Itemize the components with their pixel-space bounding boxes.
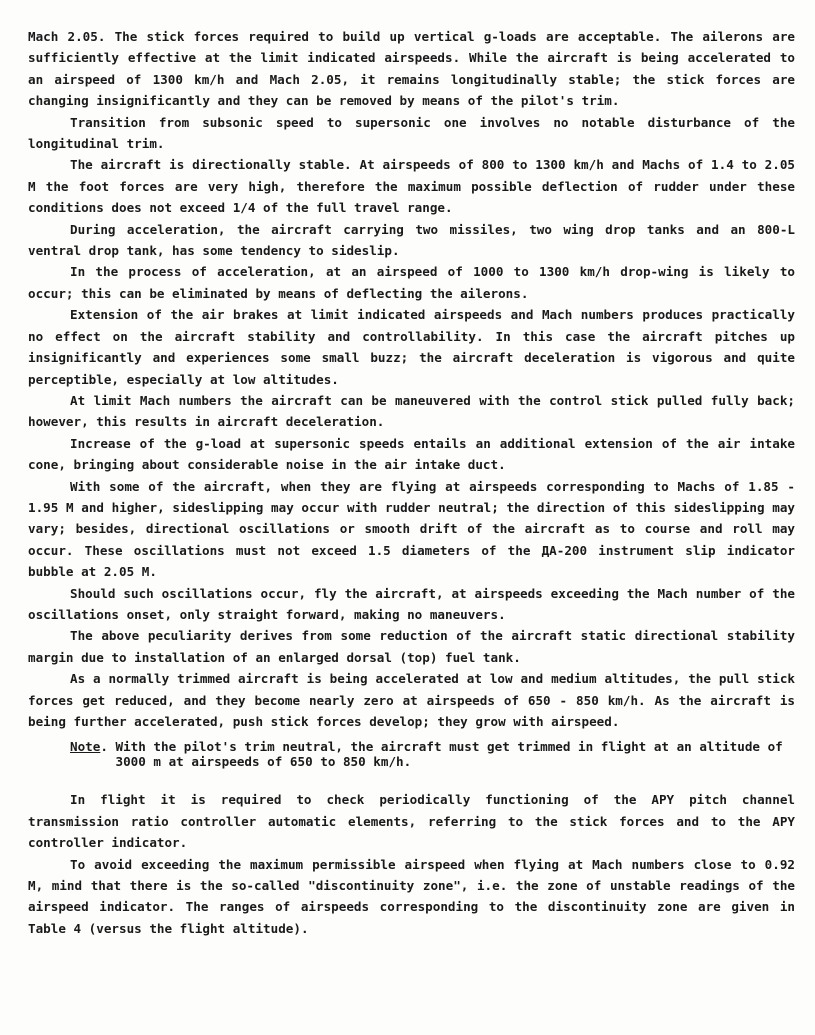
paragraph-g-load: Increase of the g-load at supersonic speeds entails an additional extension of the air intake cone, bringing about considerable noise in the air intake duct. [28, 435, 795, 473]
paragraph-oscillations: Should such oscillations occur, fly the aircraft, at airspeeds exceeding the Mach number of the oscillations onset, only straight forward, making no maneuvers. [28, 585, 795, 622]
paragraph-stick-forces: Mach 2.05. The stick forces required to build up vertical g-loads are acceptable. The ailerons are sufficiently effective at the limit indicated airspeeds. While the aircraft is being accelerated to an airspeed of 1300 km/h and Mach 2.05, it remains longitudinally stable; the stick forces are changing insignificantly and they can be removed by means of the pilot's trim. [28, 29, 795, 109]
paragraph-directional-stability: The aircraft is directionally stable. At airspeeds of 800 to 1300 km/h and Machs of 1.4 to 2.05 M the foot forces are very high, therefore the maximum possible deflection of rudder under these conditions does not exceed 1/4 of the full travel range. [28, 157, 795, 216]
note-block [28, 736, 795, 769]
paragraph-peculiarity: The above peculiarity derives from some reduction of the aircraft static directional stability margin due to installation of an enlarged dorsal (top) fuel tank. [28, 628, 795, 665]
paragraph-sideslip-tendency: During acceleration, the aircraft carrying two missiles, two wing drop tanks and an 800-L ventral drop tank, has some tendency to sideslip. [28, 221, 795, 259]
paragraph-discontinuity-zone: To avoid exceeding the maximum permissible airspeed when flying at Mach numbers close to 0.92 M, mind that there is the so-called "discontinuity zone", i.e. the zone of unstable readings of the airspeed indicator. The ranges of airspeeds corresponding to the discontinuity zone are given in Table 4 (versus the flight altitude). [28, 856, 795, 936]
note-text: With the pilot's trim neutral, the aircraft must get trimmed in flight at an altitude of 3000 m at airspeeds of 650 to 850 km/h. [115, 739, 783, 770]
paragraph-limit-mach: At limit Mach numbers the aircraft can be maneuvered with the control stick pulled fully back; however, this results in aircraft deceleration. [28, 392, 795, 430]
spacer [28, 769, 795, 789]
paragraph-air-brakes: Extension of the air brakes at limit indicated airspeeds and Mach numbers produces practically no effect on the aircraft stability and controllability. In this case the aircraft pitches up insignificantly and experiences some small buzz; the aircraft deceleration is vigorous and quite perceptible, especially at low altitudes. [28, 307, 795, 387]
paragraph-sideslipping: With some of the aircraft, when they are flying at airspeeds corresponding to Machs of 1.85 - 1.95 M and higher, sideslipping may occur with rudder neutral; the direction of this sideslipping may vary; besides, directional oscillations or smooth drift of the aircraft as to course and roll may occur. These oscillations must not exceed 1.5 diameters of the ДА-200 instrument slip indicator bubble at 2.05 M. [28, 478, 795, 580]
paragraph-apy-check: In flight it is required to check periodically functioning of the APY pitch channel transmission ratio controller automatic elements, referring to the stick forces and to the APY controller indicator. [28, 792, 795, 851]
paragraph-drop-wing: In the process of acceleration, at an airspeed of 1000 to 1300 km/h drop-wing is likely to occur; this can be eliminated by means of deflecting the ailerons. [28, 264, 795, 301]
paragraph-trimmed-aircraft: As a normally trimmed aircraft is being accelerated at low and medium altitudes, the pull stick forces get reduced, and they become nearly zero at airspeeds of 650 - 850 km/h. As the aircraft is being further accelerated, push stick forces develop; they grow with airspeed. [28, 671, 795, 729]
note-label: Note [70, 739, 101, 755]
note-separator: . [100, 739, 116, 755]
paragraph-transition: Transition from subsonic speed to supersonic one involves no notable disturbance of the longitudinal trim. [28, 114, 795, 152]
